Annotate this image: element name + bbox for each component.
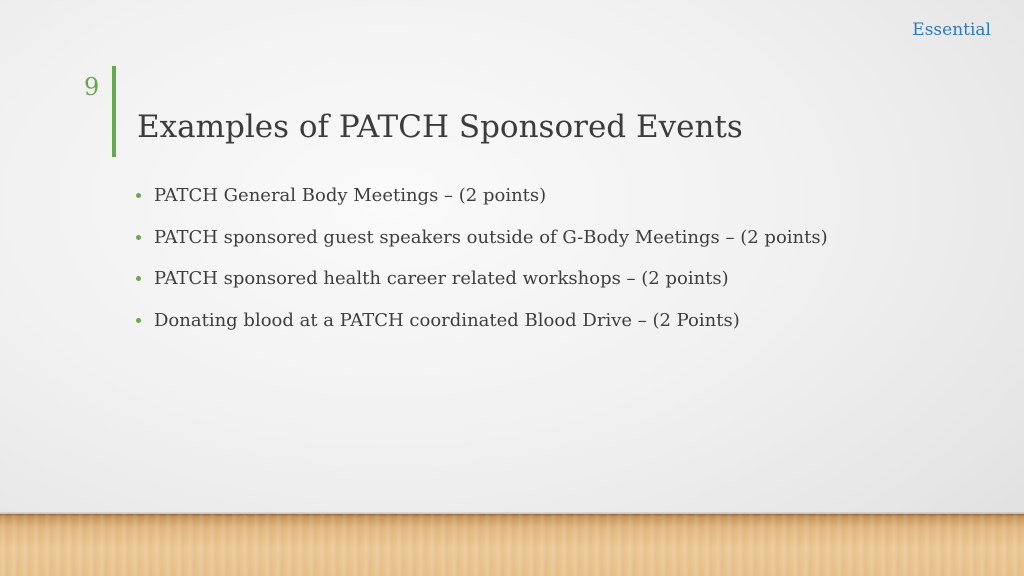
bullet-item bbox=[136, 300, 828, 342]
bullet-item bbox=[136, 258, 828, 300]
bullet-text: PATCH General Body Meetings – (2 points) bbox=[154, 185, 547, 207]
bullet-text: PATCH sponsored guest speakers outside of G-Body Meetings – (2 points) bbox=[154, 226, 828, 248]
bullet-dot-icon bbox=[136, 235, 141, 240]
essential-tag: Essential bbox=[912, 20, 991, 40]
slide-title: Examples of PATCH Sponsored Events bbox=[137, 109, 743, 145]
bullet-text: Donating blood at a PATCH coordinated Blood Drive – (2 Points) bbox=[154, 309, 740, 331]
wood-floor-decoration bbox=[0, 514, 1024, 576]
bullet-dot-icon bbox=[136, 318, 141, 323]
bullet-item bbox=[136, 217, 828, 259]
bullet-dot-icon bbox=[136, 193, 141, 198]
bullet-text: PATCH sponsored health career related workshops – (2 points) bbox=[154, 268, 729, 290]
slide-number: 9 bbox=[84, 73, 100, 101]
bullet-item bbox=[136, 175, 828, 217]
title-accent-bar bbox=[112, 66, 116, 157]
bullet-list bbox=[136, 175, 828, 341]
bullet-dot-icon bbox=[136, 276, 141, 281]
